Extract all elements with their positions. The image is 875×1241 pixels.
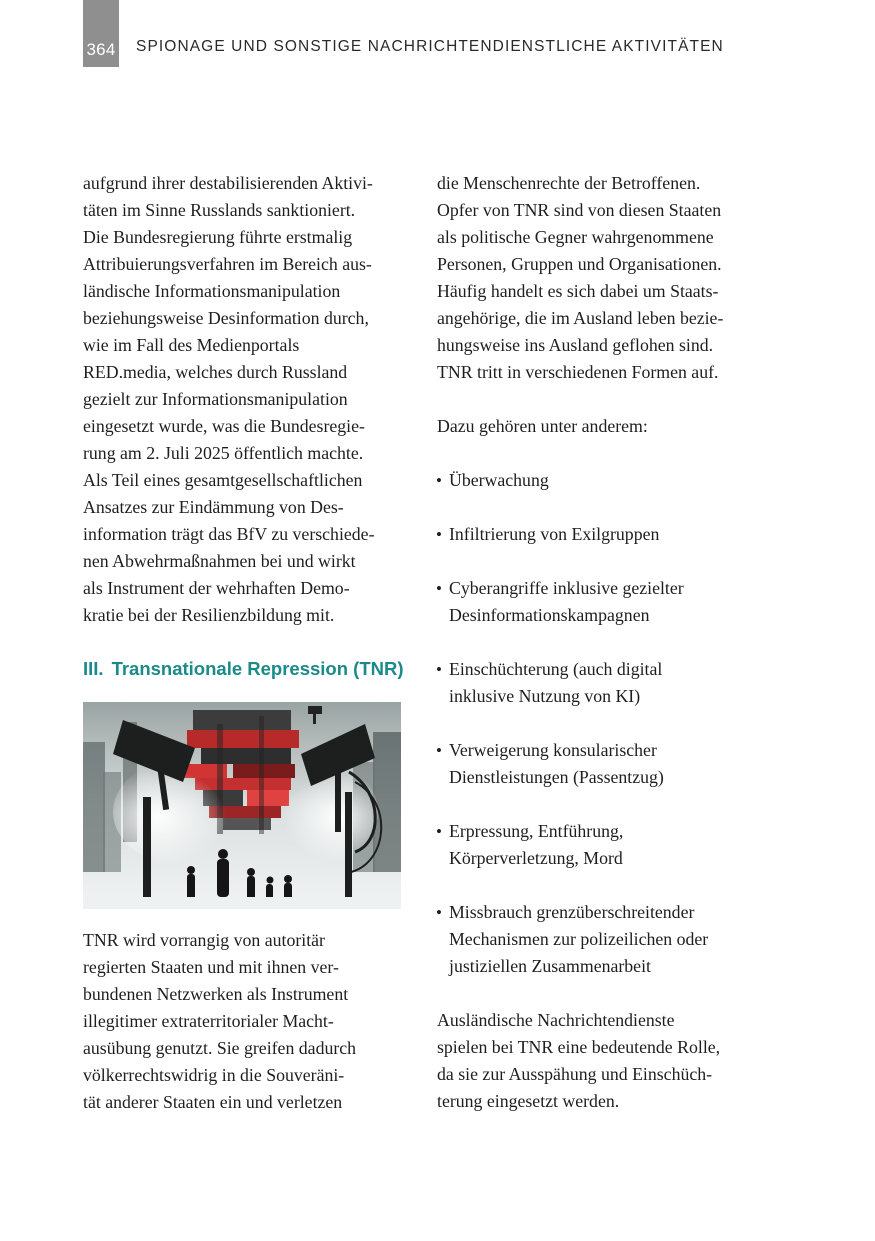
- section-heading: [83, 655, 404, 683]
- text-line: beziehungsweise Desinformation durch,: [83, 308, 369, 328]
- text-line: eingesetzt wurde, was die Bundesregie-: [83, 416, 365, 436]
- text-line: Desinformationskampagnen: [449, 605, 650, 625]
- section-number: III.: [83, 658, 104, 679]
- bullet-icon: •: [436, 741, 442, 760]
- text-line: Cyberangriffe inklusive gezielter: [449, 578, 684, 598]
- text-line: TNR wird vorrangig von autoritär: [83, 930, 325, 950]
- text-line: völkerrechtswidrig in die Souveräni-: [83, 1065, 345, 1085]
- text-line: ausübung genutzt. Sie greifen dadurch: [83, 1038, 357, 1058]
- text-line: terung eingesetzt werden.: [437, 1091, 620, 1111]
- text-line: ländische Informationsmanipulation: [83, 281, 341, 301]
- text-line: als politische Gegner wahrgenommene: [437, 227, 714, 247]
- text-line: inklusive Nutzung von KI): [449, 686, 641, 706]
- section-title: Transnationale Repression (TNR): [111, 658, 404, 679]
- bullet-icon: •: [436, 525, 442, 544]
- text-line: die Menschenrechte der Betroffenen.: [437, 173, 701, 193]
- surveillance-illustration: [83, 702, 401, 909]
- running-header-title: SPIONAGE UND SONSTIGE NACHRICHTENDIENSTLICHE AKTIVITÄTEN: [136, 38, 724, 55]
- text-line: Infiltrierung von Exilgruppen: [449, 524, 660, 544]
- text-line: Als Teil eines gesamtgesellschaftlichen: [83, 470, 363, 490]
- bullet-icon: •: [436, 660, 442, 679]
- text-line: Personen, Gruppen und Organisationen.: [437, 254, 722, 274]
- text-line: RED.media, welches durch Russland: [83, 362, 348, 382]
- text-line: rung am 2. Juli 2025 öffentlich machte.: [83, 443, 364, 463]
- text-line: illegitimer extraterritorialer Macht-: [83, 1011, 334, 1031]
- text-line: Verweigerung konsularischer: [449, 740, 657, 760]
- text-line: da sie zur Ausspähung und Einschüch-: [437, 1064, 713, 1084]
- text-line: angehörige, die im Ausland leben bezie-: [437, 308, 724, 328]
- text-line: Erpressung, Entführung,: [449, 821, 624, 841]
- text-line: Opfer von TNR sind von diesen Staaten: [437, 200, 722, 220]
- list-item: [437, 656, 777, 710]
- text-line: tät anderer Staaten ein und verletzen: [83, 1092, 343, 1112]
- left-column-text-2: [83, 927, 413, 1116]
- text-line: justiziellen Zusammenarbeit: [449, 956, 651, 976]
- list-item: [437, 818, 777, 872]
- text-line: Die Bundesregierung führte erstmalig: [83, 227, 353, 247]
- page-number: 364: [83, 0, 119, 67]
- text-line: aufgrund ihrer destabilisierenden Aktivi-: [83, 173, 373, 193]
- text-line: regierten Staaten und mit ihnen ver-: [83, 957, 339, 977]
- text-line: Überwachung: [449, 470, 549, 490]
- right-column-text: [437, 170, 777, 1115]
- list-item: [437, 899, 777, 980]
- text-line: TNR tritt in verschiedenen Formen auf.: [437, 362, 719, 382]
- bullet-icon: •: [436, 822, 442, 841]
- list-item: [437, 467, 777, 494]
- text-line: Ansatzes zur Eindämmung von Des-: [83, 497, 344, 517]
- list-intro: Dazu gehören unter anderem:: [437, 416, 648, 436]
- text-line: spielen bei TNR eine bedeutende Rolle,: [437, 1037, 721, 1057]
- text-line: als Instrument der wehrhaften Demo-: [83, 578, 350, 598]
- bullet-icon: •: [436, 579, 442, 598]
- list-item: [437, 737, 777, 791]
- text-line: kratie bei der Resilienzbildung mit.: [83, 605, 335, 625]
- text-line: Einschüchterung (auch digital: [449, 659, 663, 679]
- text-line: information trägt das BfV zu verschiede-: [83, 524, 375, 544]
- text-line: hungsweise ins Ausland geflohen sind.: [437, 335, 714, 355]
- text-line: täten im Sinne Russlands sanktioniert.: [83, 200, 356, 220]
- text-line: Dienstleistungen (Passentzug): [449, 767, 664, 787]
- text-line: Mechanismen zur polizeilichen oder: [449, 929, 709, 949]
- list-item: [437, 575, 777, 629]
- text-line: Körperverletzung, Mord: [449, 848, 623, 868]
- text-line: Häufig handelt es sich dabei um Staats-: [437, 281, 719, 301]
- list-item: [437, 521, 777, 548]
- text-line: Ausländische Nachrichtendienste: [437, 1010, 675, 1030]
- bullet-icon: •: [436, 471, 442, 490]
- text-line: nen Abwehrmaßnahmen bei und wirkt: [83, 551, 356, 571]
- text-line: gezielt zur Informationsmanipulation: [83, 389, 348, 409]
- bullet-icon: •: [436, 903, 442, 922]
- text-line: bundenen Netzwerken als Instrument: [83, 984, 349, 1004]
- text-line: Attribuierungsverfahren im Bereich aus-: [83, 254, 372, 274]
- text-line: Missbrauch grenzüberschreitender: [449, 902, 695, 922]
- left-column-text: [83, 170, 413, 629]
- text-line: wie im Fall des Medienportals: [83, 335, 300, 355]
